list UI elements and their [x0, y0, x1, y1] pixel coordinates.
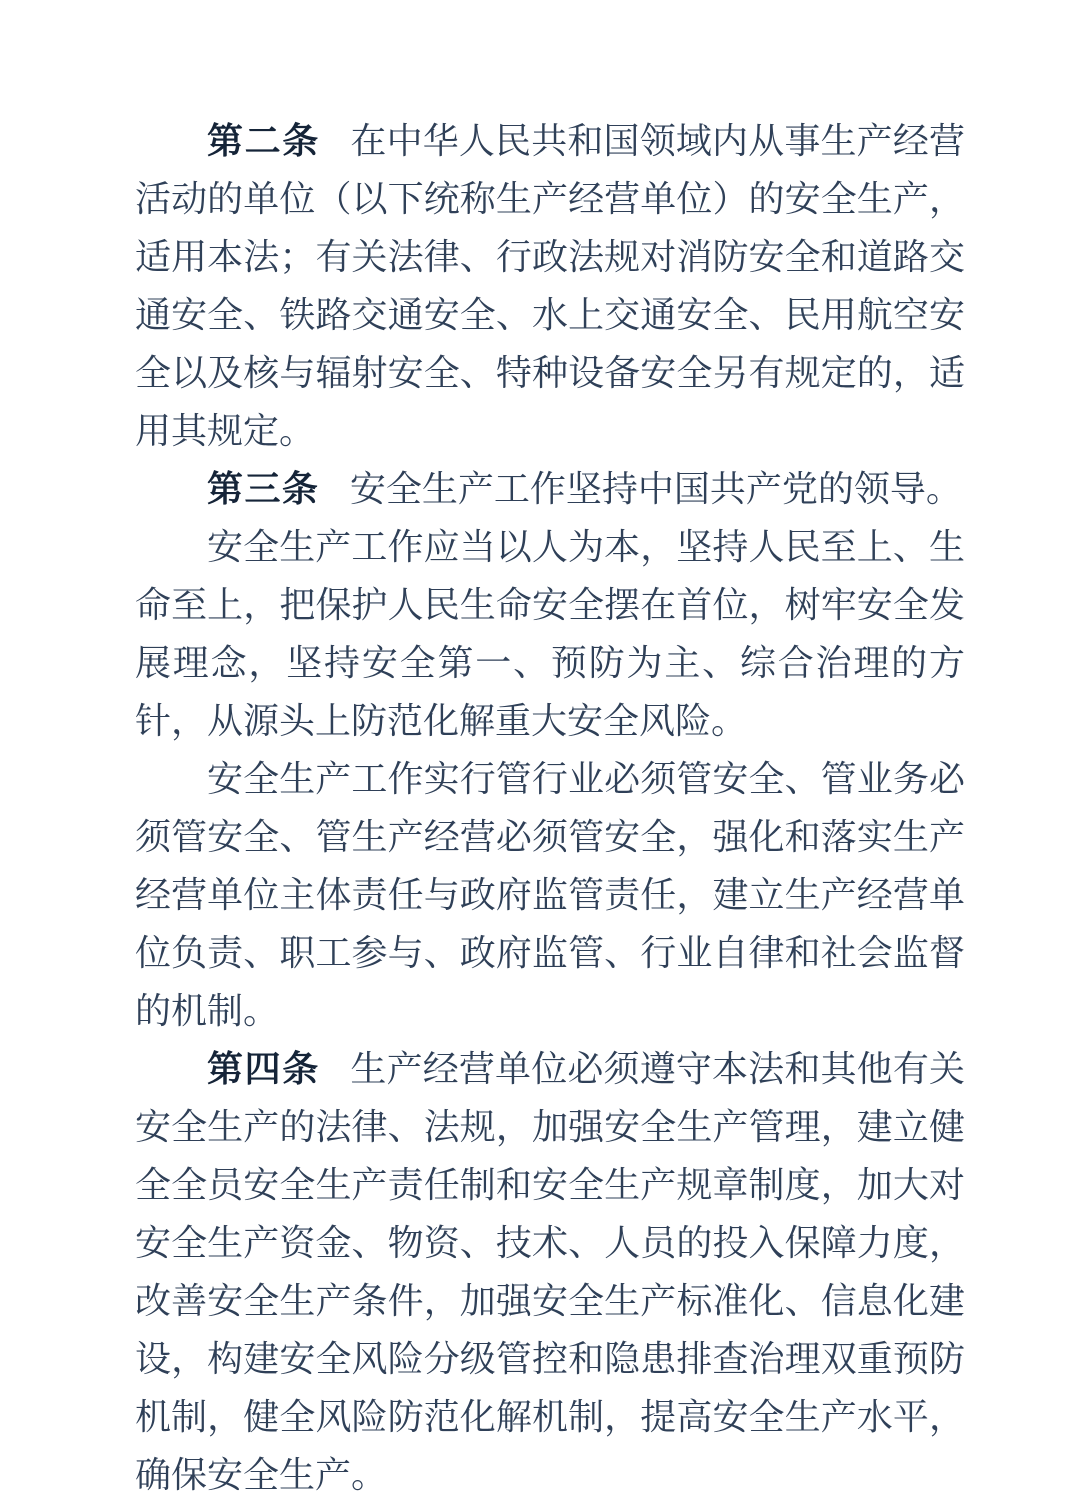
paragraph-article-3-clause-3-text: 安全生产工作实行管行业必须管安全、管业务必须管安全、管生产经营必须管安全，强化和落实生产经营单位主体责任与政府监管责任，建立生产经营单位负责、职工参与、政府监管、行业自律和社会监督的机制。	[135, 759, 965, 1031]
paragraph-article-4-text: 生产经营单位必须遵守本法和其他有关安全生产的法律、法规，加强安全生产管理，建立健全全员安全生产责任制和安全生产规章制度，加大对安全生产资金、物资、技术、人员的投入保障力度，改善安全生产条件，加强安全生产标准化、信息化建设，构建安全风险分级管控和隐患排查治理双重预防机制，健全风险防范化解机制，提高安全生产水平，确保安全生产。	[135, 1049, 965, 1495]
paragraph-article-3-clause-2-text: 安全生产工作应当以人为本，坚持人民至上、生命至上，把保护人民生命安全摆在首位，树牢安全发展理念，坚持安全第一、预防为主、综合治理的方针，从源头上防范化解重大安全风险。	[135, 527, 965, 741]
paragraph-article-3-clause-2	[135, 518, 965, 750]
article-number-3: 第三条	[207, 468, 320, 509]
paragraph-article-3-clause-1	[135, 460, 965, 518]
document-text-block	[135, 112, 965, 1504]
paragraph-article-3-clause-3	[135, 750, 965, 1040]
article-number-4: 第四条	[207, 1048, 320, 1089]
paragraph-article-2	[135, 112, 965, 460]
paragraph-article-4	[135, 1040, 965, 1504]
paragraph-article-3-clause-1-text: 安全生产工作坚持中国共产党的领导。	[349, 469, 962, 509]
article-number-2: 第二条	[207, 120, 320, 161]
paragraph-article-2-text: 在中华人民共和国领域内从事生产经营活动的单位（以下统称生产经营单位）的安全生产，适用本法；有关法律、行政法规对消防安全和道路交通安全、铁路交通安全、水上交通安全、民用航空安全以及核与辐射安全、特种设备安全另有规定的，适用其规定。	[135, 121, 965, 451]
